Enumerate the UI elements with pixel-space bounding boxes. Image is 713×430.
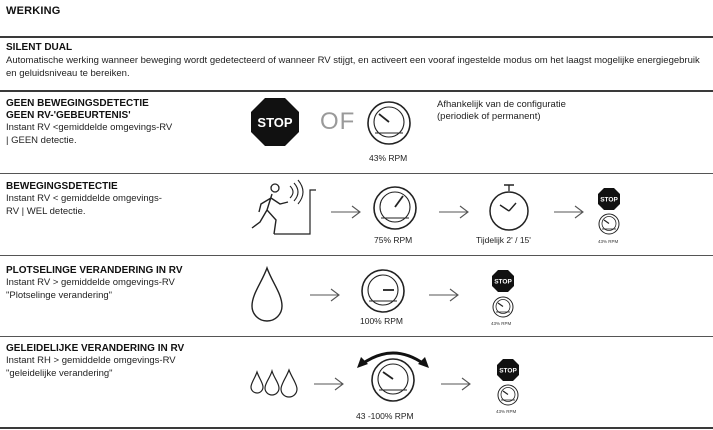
fan-speed-gauge-icon bbox=[366, 100, 412, 146]
water-drops-icon bbox=[250, 370, 300, 396]
small-rpm-label: 43% RPM bbox=[598, 239, 619, 244]
motion-detection-icon bbox=[250, 182, 322, 240]
divider bbox=[0, 36, 713, 38]
arrow-right-icon bbox=[330, 205, 362, 219]
stop-sign-icon bbox=[250, 97, 300, 147]
intro-text: Automatische werking wanneer beweging wordt gedetecteerd of wanneer RV stijgt, en activeert een vooraf ingestelde modus om het laagst mogelijke energiegebruik en geluidsniveau te bereiken. bbox=[6, 55, 700, 79]
divider bbox=[0, 427, 713, 429]
timer-icon bbox=[487, 183, 531, 233]
fan-speed-gauge-icon bbox=[492, 296, 514, 318]
stop-sign-icon bbox=[491, 269, 515, 293]
divider bbox=[0, 255, 713, 256]
section-title: GEEN BEWEGINGSDETECTIE bbox=[6, 98, 149, 109]
divider bbox=[0, 173, 713, 174]
section-desc: Instant RV < gemiddelde omgevings-RV | WEL detectie. bbox=[6, 193, 162, 217]
arrow-right-icon bbox=[428, 288, 460, 302]
rpm-label: 43% RPM bbox=[369, 153, 408, 163]
section-desc: Instant RV > gemiddelde omgevings-RV "Plotselinge verandering" bbox=[6, 277, 175, 301]
fan-speed-gauge-icon bbox=[598, 213, 620, 235]
rpm-label: 75% RPM bbox=[374, 235, 413, 245]
rpm-label: 43 -100% RPM bbox=[356, 411, 414, 421]
svg-text:STOP: STOP bbox=[499, 367, 517, 375]
fan-speed-gauge-icon bbox=[360, 268, 406, 314]
variable-speed-gauge-icon bbox=[353, 346, 433, 406]
small-rpm-label: 43% RPM bbox=[496, 409, 517, 414]
stop-sign-icon bbox=[496, 358, 520, 382]
svg-text:STOP: STOP bbox=[257, 115, 293, 130]
fan-speed-gauge-icon bbox=[372, 185, 418, 231]
section-title: PLOTSELINGE VERANDERING IN RV bbox=[6, 265, 183, 276]
section-title-2: GEEN RV-'GEBEURTENIS' bbox=[6, 110, 131, 121]
config-note: Afhankelijk van de configuratie (periodiek of permanent) bbox=[437, 99, 566, 122]
divider bbox=[0, 336, 713, 337]
fan-speed-gauge-icon bbox=[497, 384, 519, 406]
section-title: BEWEGINGSDETECTIE bbox=[6, 181, 118, 192]
arrow-right-icon bbox=[553, 205, 585, 219]
or-label: OF bbox=[320, 108, 356, 135]
section-desc: Instant RV <gemiddelde omgevings-RV | GEEN detectie. bbox=[6, 122, 173, 146]
section-title: GELEIDELIJKE VERANDERING IN RV bbox=[6, 343, 185, 354]
arrow-right-icon bbox=[440, 377, 472, 391]
rpm-label: 100% RPM bbox=[360, 316, 403, 326]
svg-text:STOP: STOP bbox=[600, 196, 618, 204]
section-desc: Instant RH > gemiddelde omgevings-RV "geleidelijke verandering" bbox=[6, 355, 176, 379]
svg-text:STOP: STOP bbox=[494, 278, 512, 286]
stop-sign-icon bbox=[597, 187, 621, 211]
arrow-right-icon bbox=[438, 205, 470, 219]
timer-label: Tijdelijk 2' / 15' bbox=[476, 235, 531, 245]
arrow-right-icon bbox=[309, 288, 341, 302]
page-title: WERKING bbox=[6, 5, 61, 17]
intro-title: SILENT DUAL bbox=[6, 42, 73, 53]
arrow-right-icon bbox=[313, 377, 345, 391]
small-rpm-label: 43% RPM bbox=[491, 321, 512, 326]
water-drop-icon bbox=[250, 266, 284, 324]
divider bbox=[0, 90, 713, 92]
